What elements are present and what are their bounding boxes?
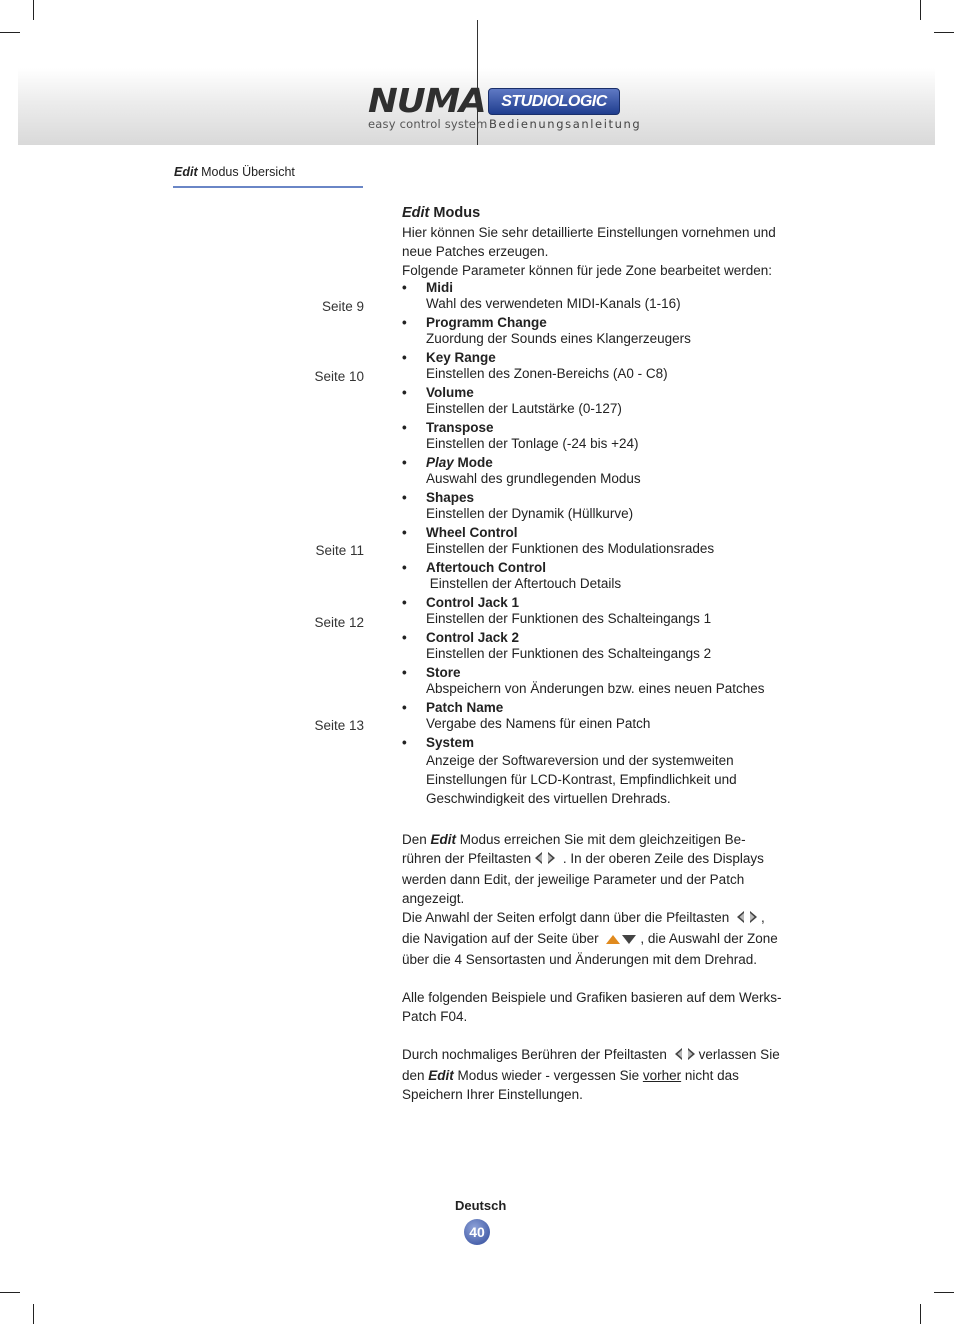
up-down-arrows-icon <box>604 931 638 950</box>
left-right-arrows-icon <box>673 1047 697 1066</box>
page-ref: Seite 12 <box>314 615 364 630</box>
breadcrumb-text: Modus Übersicht <box>197 165 295 179</box>
list-item: • System Anzeige der Softwareversion und der systemweiten Einstellungen für LCD-Kontrast, Empfindlichkeit und Geschwindigkeit des virtuellen Drehrads. <box>402 735 782 808</box>
crop-mark <box>0 32 20 33</box>
list-item: • Volume Einstellen der Lautstärke (0-127) <box>402 385 782 417</box>
crop-mark <box>33 0 34 20</box>
list-item: • Shapes Einstellen der Dynamik (Hüllkurve) <box>402 490 782 522</box>
paragraph-examples: Alle folgenden Beispiele und Grafiken basieren auf dem Werks-Patch F04. <box>402 990 782 1024</box>
list-item: • Aftertouch Control Einstellen der Aftertouch Details <box>402 560 782 592</box>
page-ref: Seite 11 <box>315 543 364 558</box>
parameter-list <box>402 280 782 808</box>
list-item: • Programm Change Zuordung der Sounds eines Klangerzeugers <box>402 315 782 347</box>
left-right-arrows-icon <box>533 851 557 870</box>
page-number-badge: 40 <box>464 1219 490 1245</box>
breadcrumb <box>174 165 295 179</box>
page-ref: Seite 9 <box>321 299 364 314</box>
intro-text: Hier können Sie sehr detaillierte Einstellungen vornehmen und neue Patches erzeugen. <box>402 225 776 259</box>
crop-mark <box>934 32 954 33</box>
crop-mark <box>920 1304 921 1324</box>
list-item: • Control Jack 1 Einstellen der Funktionen des Schalteingangs 1 <box>402 595 782 627</box>
manual-label: Bedienungsanleitung <box>489 117 642 131</box>
page-ref: Seite 13 <box>314 718 364 733</box>
paragraph-exit: Durch nochmaliges Berühren der Pfeiltasten verlassen Sie den Edit Modus wieder - vergessen Sie vorher nicht das Speichern Ihrer Einstellungen. <box>402 1047 780 1102</box>
main-content <box>402 203 782 1104</box>
numa-logo: NUMA <box>368 81 486 120</box>
list-item: • Store Abspeichern von Änderungen bzw. eines neuen Patches <box>402 665 782 697</box>
crop-mark <box>33 1304 34 1324</box>
list-item: • Patch Name Vergabe des Namens für einen Patch <box>402 700 782 732</box>
list-item: • Midi Wahl des verwendeten MIDI-Kanals (1-16) <box>402 280 782 312</box>
paragraph-edit-mode: Den Edit Modus erreichen Sie mit dem gleichzeitigen Be-rühren der Pfeiltasten . In der oberen Zeile des Displays werden dann Edit, der jeweilige Parameter und der Patch angezeigt. <box>402 832 764 906</box>
crop-mark <box>920 0 921 20</box>
list-item: • Play Mode Auswahl des grundlegenden Modus <box>402 455 782 487</box>
breadcrumb-em: Edit <box>174 165 198 179</box>
breadcrumb-rule <box>173 186 363 188</box>
footer-language: Deutsch <box>455 1198 507 1213</box>
numa-tagline: easy control system <box>368 117 488 131</box>
crop-mark <box>0 1292 20 1293</box>
section-title: Edit Modus <box>402 205 481 221</box>
list-item: • Transpose Einstellen der Tonlage (-24 bis +24) <box>402 420 782 452</box>
list-item: • Wheel Control Einstellen der Funktionen des Modulationsrades <box>402 525 782 557</box>
left-right-arrows-icon <box>735 910 759 929</box>
paragraph-navigation: Die Anwahl der Seiten erfolgt dann über die Pfeiltasten , die Navigation auf der Seite über , die Auswahl der Zone über die 4 Sensortasten und Änderungen mit dem Drehrad. <box>402 910 778 967</box>
intro-text: Folgende Parameter können für jede Zone bearbeitet werden: <box>402 263 772 278</box>
crop-mark <box>934 1292 954 1293</box>
page-ref: Seite 10 <box>314 369 364 384</box>
list-item: • Control Jack 2 Einstellen der Funktionen des Schalteingangs 2 <box>402 630 782 662</box>
list-item: • Key Range Einstellen des Zonen-Bereichs (A0 - C8) <box>402 350 782 382</box>
studiologic-logo: STUDIOLOGIC <box>488 88 620 115</box>
